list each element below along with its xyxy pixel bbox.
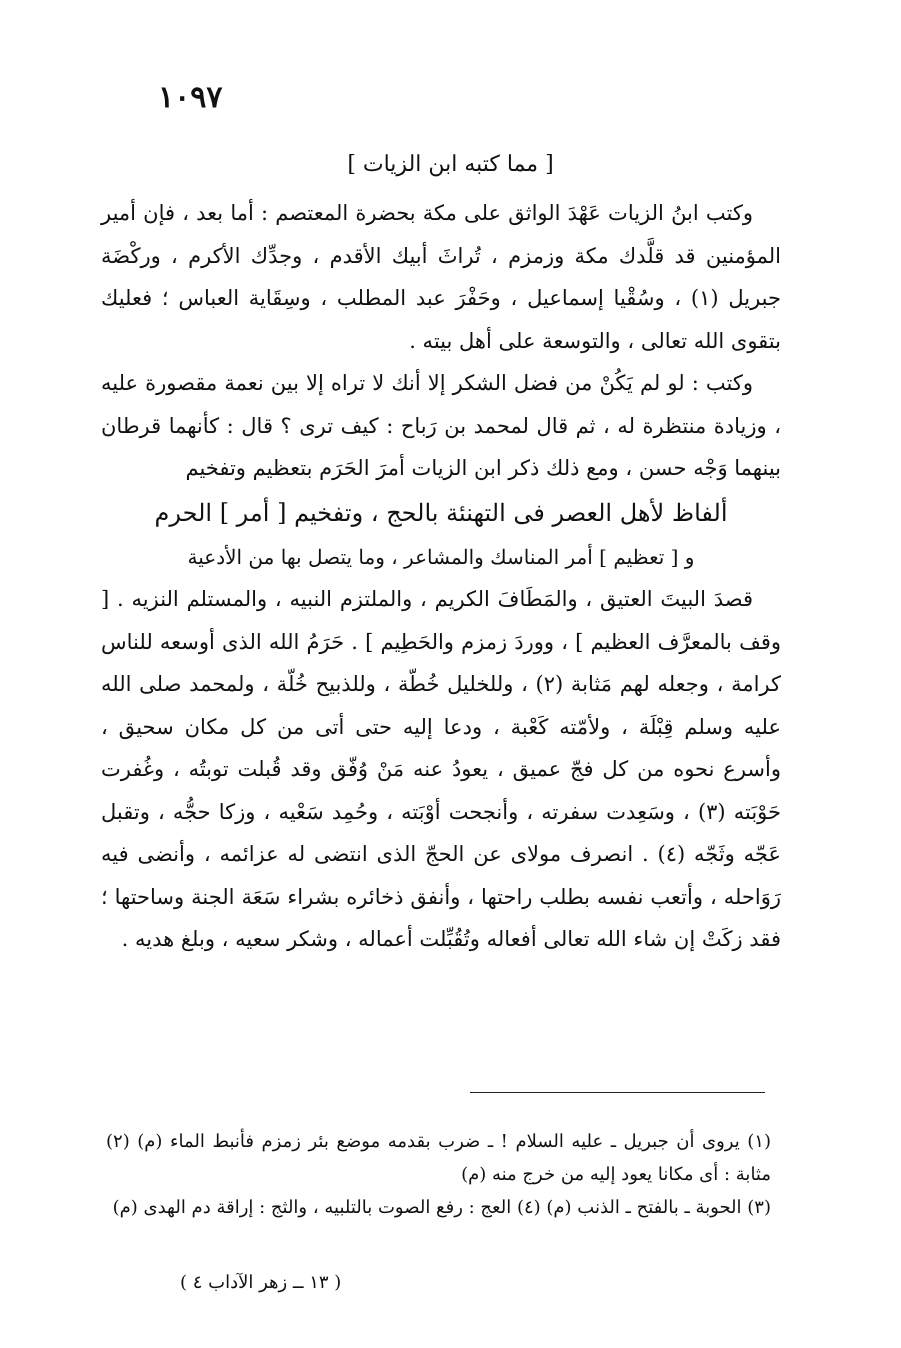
- chapter-subtitle: و [ تعظيم ] أمر المناسك والمشاعر ، وما يتصل بها من الأدعية: [187, 544, 695, 569]
- footnote-3-4: (٣) الحوبة ـ بالفتح ـ الذنب (م) (٤) العج : رفع الصوت بالتلبيه ، والثج : إراقة دم الهدى (م): [112, 1197, 771, 1218]
- section-heading: [ مما كتبه ابن الزيات ]: [347, 152, 554, 177]
- chapter-title: ألفاظ لأهل العصر فى التهنئة بالحج ، وتفخيم [ أمر ] الحرم: [154, 498, 728, 527]
- paragraph-shukr: وكتب : لو لم يَكُنْ من فضل الشكر إلا أنك لا تراه إلا بين نعمة مقصورة عليه ، وزيادة منتظرة له ، ثم قال لمحمد بن رَباح : كيف ترى ؟ قال : كأنهما قرطان بينهما وَجْه حسن ، ومع ذلك ذكر ابن الزيات أمرَ الحَرَم بتعظيم وتفخيم: [101, 371, 781, 480]
- paragraph-hajj: قصدَ البيتَ العتيق ، والمَطَافَ الكريم ، والملتزم النبيه ، والمستلم النزيه . [ وقف بالمعرَّف العظيم ] ، ووردَ زمزم والحَطِيم ] . حَرَمُ الله الذى أوسعه للناس كرامة ، وجعله لهم مَثابة (٢) ، وللخليل خُطّة ، وللذبيح خُلّة ، ولمحمد صلى الله عليه وسلم قِبْلَة ، ولأمّته كَعْبة ، ودعا إليه حتى أتى من كل مكان سحيق ، وأسرع نحوه من كل فجّ عميق ، يعودُ عنه مَنْ وُفّق وقد قُبلت توبتُه ، وغُفرت حَوْبَته (٣) ، وسَعِدت سفرته ، وأنجحت أوْبَته ، وحُمِد سَعْيه ، وزكا حجُّه ، وتقبل عَجّه وثَجّه (٤) . انصرف مولاى عن الحجّ الذى انتضى له عزائمه ، وأنضى فيه رَوَاحله ، وأتعب نفسه بطلب راحتها ، وأنفق ذخائره بشراء سَعَة الجنة وساحتها ؛ فقد زكَتْ إن شاء الله تعالى أفعاله وتُقُبِّلت أعماله ، وشكر سعيه ، وبلغ هديه .: [101, 587, 781, 951]
- main-text: [101, 192, 781, 961]
- footnote-1-2: (١) يروى أن جبريل ـ عليه السلام ! ـ ضرب بقدمه موضع بئر زمزم فأنبط الماء (م) (٢) مثابة : أى مكانا يعود إليه من خرج منه (م): [106, 1131, 771, 1185]
- page-number: ١٠٩٧: [158, 80, 223, 115]
- paragraph-ahd: وكتب ابنُ الزيات عَهْدَ الواثق على مكة بحضرة المعتصم : أما بعد ، فإن أمير المؤمنين قد قلَّدك مكة وزمزم ، تُراثَ أبيك الأقدم ، وجدِّك الأكرم ، وركْضَة جبريل (١) ، وسُقْيا إسماعيل ، وحَفْرَ عبد المطلب ، وسِقَاية العباس ؛ فعليك بتقوى الله تعالى ، والتوسعة على أهل بيته .: [101, 201, 781, 353]
- footnote-divider: [470, 1092, 765, 1093]
- signature-mark: ( ١٣ ــ زهر الآداب ٤ ): [180, 1272, 342, 1293]
- footnotes: [106, 1125, 771, 1224]
